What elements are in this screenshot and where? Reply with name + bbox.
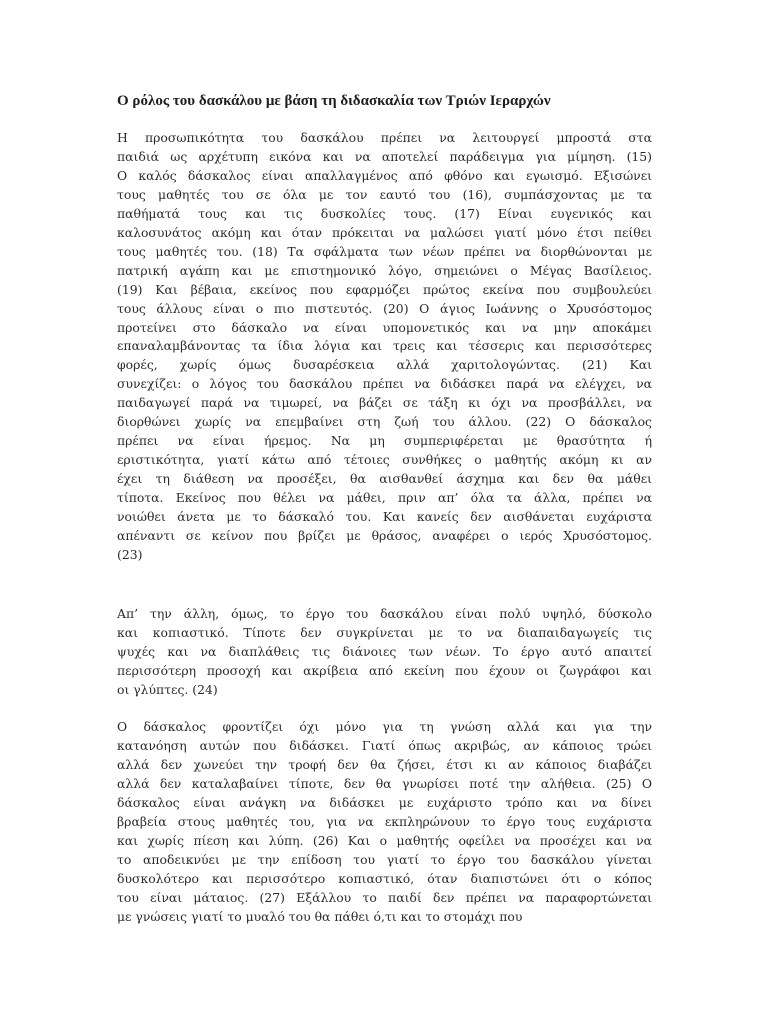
text-line: πρέπει να είναι ήρεμος. Να μη συμπεριφέρεται με θρασύτητα ή — [117, 433, 652, 449]
text-line: τους άλλους είναι ο πιο πιστευτός. (20) Ο άγιος Ιωάννης ο Χρυσόστομος — [117, 300, 652, 316]
text-line: επαναλαμβάνοντας τα ίδια λόγια και τρεις και τέσσερις και περισσότερες — [117, 338, 652, 354]
text-line: (23) — [117, 546, 143, 562]
text-line: Ο καλός δάσκαλος είναι απαλλαγμένος από φθόνο και εγωισμό. Εξισώνει — [117, 167, 652, 183]
text-line: παθήματά τους και τις δυσκολίες τους. (17) Είναι ευγενικός και — [117, 205, 652, 221]
text-line: δυσκολότερο και περισσότερο κοπιαστικό, όταν διαπιστώνει ότι ο κόπος — [117, 870, 652, 886]
text-line: βραβεία στους μαθητές του, για να εκπληρώνουν το έργο τους ευχάριστα — [117, 813, 652, 829]
text-line: τους μαθητές του. (18) Τα σφάλματα των νέων πρέπει να διορθώνονται με — [117, 243, 652, 259]
text-line: τους μαθητές του σε όλα με τον εαυτό του (16), συμπάσχοντας με τα — [117, 186, 652, 202]
text-line: και κοπιαστικό. Τίποτε δεν συγκρίνεται με το να διαπαιδαγωγείς τις — [117, 624, 652, 640]
text-line: δάσκαλος είναι ανάγκη να διδάσκει με ευχάριστο τρόπο και να δίνει — [117, 794, 652, 810]
text-line: και χωρίς πίεση και λύπη. (26) Και ο μαθητής οφείλει να προσέχει και να — [117, 832, 652, 848]
text-line: παιδαγωγεί παρά να τιμωρεί, να βάζει σε τάξη κι όχι να προσβάλλει, να — [117, 395, 652, 411]
text-line: ψυχές και να διαπλάθεις τις διάνοιες των νέων. Το έργο αυτό απαιτεί — [117, 643, 652, 659]
text-line: πατρική αγάπη και με επιστημονικό λόγο, σημειώνει ο Μέγας Βασίλειος. — [117, 262, 652, 278]
text-line: αλλά δεν χωνεύει την τροφή δεν θα ζήσει, έτσι κι αν κάποιος διαβάζει — [117, 756, 652, 772]
text-line: αλλά δεν καταλαβαίνει τίποτε, δεν θα γνωρίσει ποτέ την αλήθεια. (25) Ο — [117, 775, 652, 791]
text-line: Ο δάσκαλος φροντίζει όχι μόνο για τη γνώση αλλά και για την — [117, 719, 652, 734]
text-line: κατανόηση αυτών που διδάσκει. Γιατί όπως ακριβώς, αν κάποιος τρώει — [117, 737, 652, 753]
text-line: απέναντι σε κείνον που βρίζει με θράσος, αναφέρει ο ιερός Χρυσόστομος. — [117, 527, 652, 543]
text-line: το αποδεικνύει με την επίδοση του γιατί το έργο του δασκάλου γίνεται — [117, 851, 652, 867]
text-line: περισσότερη προσοχή και ακρίβεια από εκείνη που έχουν οι ζωγράφοι και — [117, 662, 652, 678]
text-line: εριστικότητα, γιατί κάτω από τέτοιες συνθήκες ο μαθητής ακόμη κι αν — [117, 452, 652, 468]
text-line: (19) Και βέβαια, εκείνος που εφαρμόζει πρώτος εκείνα που συμβουλεύει — [117, 281, 652, 297]
text-line: διορθώνει χωρίς να επεμβαίνει στη ζωή του άλλου. (22) Ο δάσκαλος — [117, 414, 652, 430]
text-line: έχει τη διάθεση να προσέξει, θα αισθανθεί άσχημα και δεν θα μάθει — [117, 471, 652, 487]
text-line: Η προσωπικότητα του δασκάλου πρέπει να λειτουργεί μπροστά στα — [117, 130, 652, 145]
text-line: νοιώθει άνετα με το δάσκαλό του. Και κανείς δεν αισθάνεται ευχάριστα — [117, 509, 652, 524]
text-line: φορές, χωρίς όμως δυσαρέσκεια αλλά χαριτολογώντας. (21) Και — [117, 357, 652, 373]
text-line: τίποτα. Εκείνος που θέλει να μάθει, πριν απ’ όλα τα άλλα, πρέπει να — [117, 490, 652, 506]
text-line: Απ’ την άλλη, όμως, το έργο του δασκάλου είναι πολύ υψηλό, δύσκολο — [117, 606, 652, 621]
text-line: καλοσυνάτος ακόμη και όταν πρόκειται να μαλώσει γιατί μόνο έτσι πείθει — [117, 224, 652, 240]
text-line: προτείνει στο δάσκαλο να είναι υπομονετικός και να μην αποκάμει — [117, 319, 652, 335]
text-line: του είναι μάταιος. (27) Εξάλλου το παιδί δεν πρέπει να παραφορτώνεται — [117, 889, 652, 905]
text-line: με γνώσεις γιατί το μυαλό του θα πάθει ό,τι και το στομάχι που — [117, 908, 523, 924]
text-line: οι γλύπτες. (24) — [117, 681, 218, 697]
text-line: παιδιά ως αρχέτυπη εικόνα και να αποτελεί παράδειγμα για μίμηση. (15) — [117, 148, 652, 164]
text-line: συνεχίζει: ο λόγος του δασκάλου πρέπει να διδάσκει παρά να ελέγχει, να — [117, 376, 652, 392]
document-title: Ο ρόλος του δασκάλου με βάση τη διδασκαλία των Τριών Ιεραρχών — [117, 93, 551, 109]
